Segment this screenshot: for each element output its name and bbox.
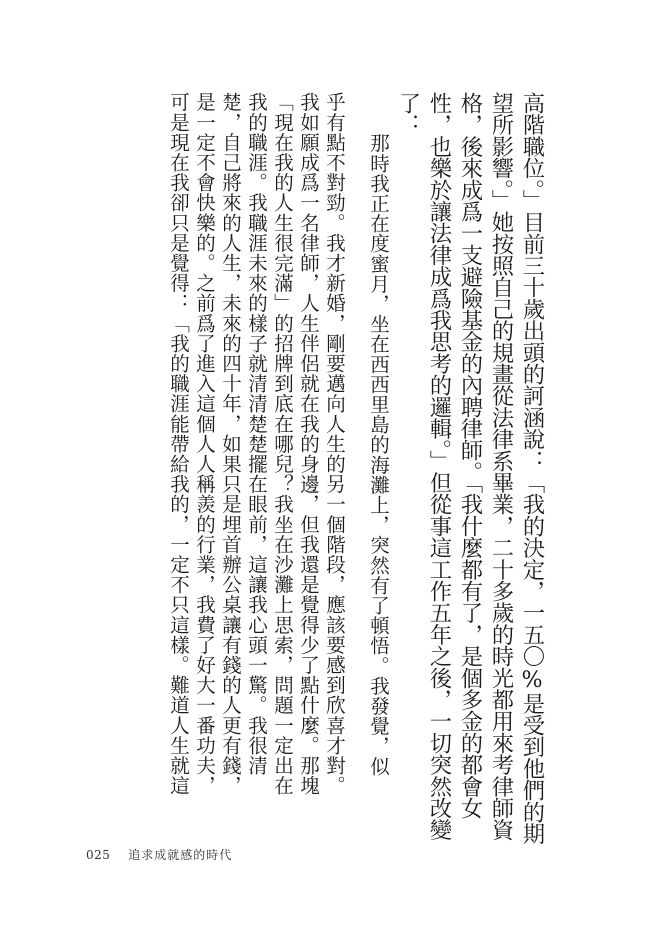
quote-line-3: 格，後來成爲一支避險基金的內聘律師。「我什麼都有了，是個多金的都會女 [457,92,483,819]
body-line-2: 乎有點不對勁。我才新婚，剛要邁向人生的另一個階段，應該要感到欣喜才對。 [323,92,346,796]
body-line-5: 我的職涯。我職涯未來的樣子就清清楚楚擺在眼前，這讓我心頭一驚。我很清 [245,92,268,776]
quote-line-2: 望所影響。」她按照自己的規畫從法律系畢業，二十多歲的時光都用來考律師資 [488,92,514,841]
page-number: 025 [86,848,111,862]
vertical-text-block [93,92,545,845]
quote-line-1: 高階職位。」目前三十歲出頭的訶涵說：「我的決定，一五〇%是受到他們的期 [519,92,545,845]
quote-line-5: 了： [395,92,421,136]
body-line-8: 可是現在我卻只是覺得：「我的職涯能帶給我的，一定不只這樣。難道人生就這 [167,92,190,796]
quote-line-4: 性，也樂於讓法律成爲我思考的邏輯。」但從事這工作五年之後，一切突然改變 [426,92,452,841]
body-line-1: 那時我正在度蜜月，坐在西西里島的海灘上，突然有了頓悟。我發覺，似 [367,133,390,777]
body-line-7: 是一定不會快樂的。之前爲了進入這個人人稱羨的行業，我費了好大一番功夫， [193,92,216,796]
chapter-title: 追求成就感的時代 [128,848,233,862]
body-line-4: 「現在我的人生很完滿」的招牌到底在哪兒？我坐在沙灘上思索，問題一定出在 [271,92,294,796]
body-line-6: 楚，自己將來的人生，未來的四十年，如果只是埋首辦公桌讓有錢的人更有錢， [219,92,242,796]
page-footer [86,846,232,863]
body-line-3: 我如願成爲一名律師，人生伴侶就在我的身邊，但我還是覺得少了點什麼。那塊 [297,92,320,796]
